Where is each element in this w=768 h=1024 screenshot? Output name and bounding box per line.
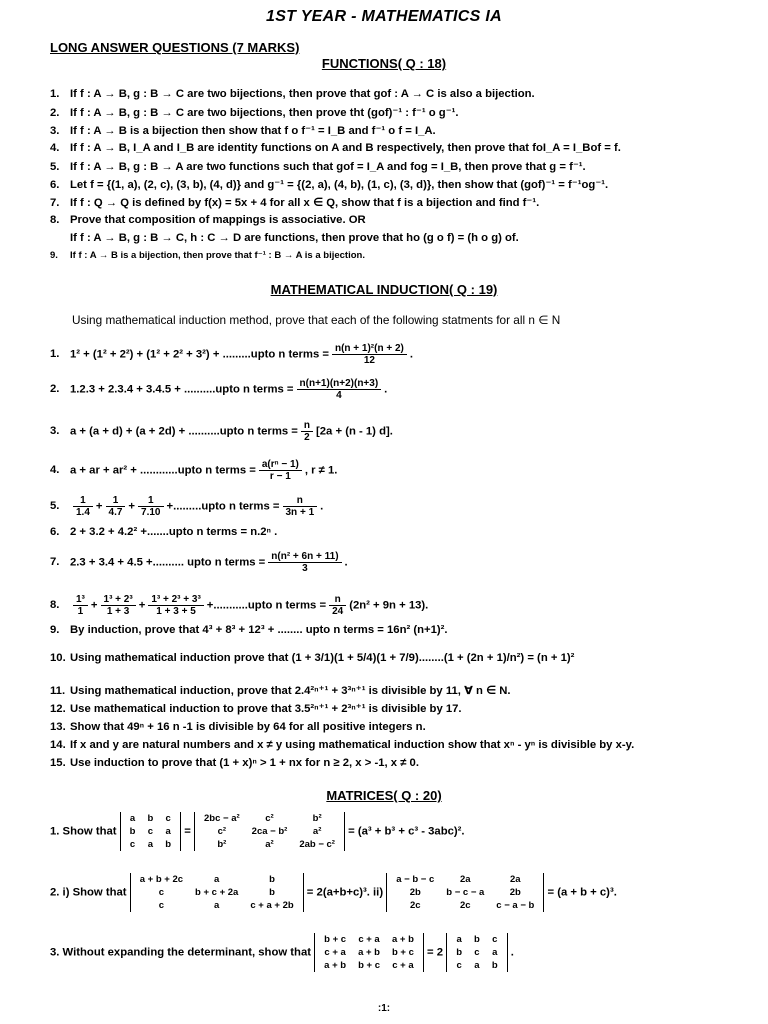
induction-item	[50, 624, 448, 636]
item-number: 3.	[50, 425, 60, 438]
result	[329, 594, 346, 617]
q2-prefix: 2. i) Show that	[50, 886, 127, 899]
term-3-den: 1 + 3 + 5	[156, 606, 196, 617]
q1-determinant-right	[194, 812, 345, 851]
determinant-cell: b	[269, 874, 275, 885]
determinant-cell: b + c	[358, 960, 380, 971]
result-den: 3	[302, 563, 308, 574]
determinant-cell: a − b − c	[396, 874, 435, 885]
determinant-cell: b	[269, 887, 275, 898]
result-num: n	[283, 495, 318, 507]
page-title: 1ST YEAR - MATHEMATICS IA	[266, 8, 502, 25]
determinant-cell: c + a	[392, 960, 414, 971]
item-text: If f : A → B, g : B → C are two bijections, then prove that gof : A → C is also a bijection.	[70, 88, 535, 100]
result-den: 2	[304, 432, 310, 443]
item-number: 9.	[50, 250, 58, 261]
induction-item	[50, 757, 419, 769]
result-den: 4	[336, 390, 342, 401]
term-1-num: 1³	[73, 594, 88, 606]
item-number: 8.	[50, 599, 60, 612]
determinant-cell: a	[214, 900, 220, 911]
item-number: 3.	[50, 125, 60, 137]
induction-item	[50, 551, 348, 574]
item-text: Use mathematical induction to prove that 3.5²ⁿ⁺¹ + 2³ⁿ⁺¹ is divisible by 17.	[70, 703, 462, 715]
functions-item	[50, 214, 366, 226]
item-number: 11.	[50, 685, 66, 697]
item-number: 2.	[50, 107, 60, 119]
item-number: 4.	[50, 464, 60, 477]
item-text: Using mathematical induction, prove that 2.4²ⁿ⁺¹ + 3³ⁿ⁺¹ is divisible by 11, ∀ n ∈ N.	[70, 685, 511, 697]
result-num: n(n+1)(n+2)(n+3)	[297, 378, 382, 390]
term-2-num: 1	[106, 495, 126, 507]
q2-rhs: = (a + b + c)³.	[547, 886, 617, 899]
determinant-cell: c + a	[324, 947, 346, 958]
item-number: 7.	[50, 556, 60, 569]
term-1-num: 1	[73, 495, 93, 507]
item-text: If f : A → B, g : B → A are two functions such that gof = I_A and fog = I_B, then prove that g = f⁻¹.	[70, 161, 586, 173]
item-middle: +...........upto n terms =	[206, 599, 327, 612]
term-2-den: 1 + 3	[106, 606, 130, 617]
item-number: 4.	[50, 142, 60, 154]
result	[268, 551, 341, 574]
result-num: n(n² + 6n + 11)	[268, 551, 341, 563]
functions-heading: FUNCTIONS( Q : 18)	[321, 56, 447, 71]
result-den: 24	[332, 606, 344, 617]
item-lhs: a + (a + d) + (a + 2d) + ..........upto n terms =	[70, 425, 298, 438]
term-2	[106, 495, 126, 518]
determinant-cell: 2ab − c²	[299, 839, 335, 850]
item-lhs: 1² + (1² + 2²) + (1² + 2² + 3²) + .........upto n terms =	[70, 348, 329, 361]
determinant-cell: c	[456, 960, 462, 971]
item-text: Prove that composition of mappings is associative. OR	[70, 214, 366, 226]
result-num: n(n + 1)²(n + 2)	[332, 343, 407, 355]
determinant-cell: 2b	[509, 887, 521, 898]
long-answer-heading: LONG ANSWER QUESTIONS (7 MARKS)	[50, 40, 300, 55]
matrix-question-2	[50, 873, 617, 912]
functions-item	[50, 106, 459, 119]
induction-item	[50, 378, 387, 401]
determinant-cell: 2bc − a²	[204, 813, 240, 824]
item-number: 14.	[50, 739, 66, 751]
result	[259, 459, 302, 482]
result	[301, 420, 313, 443]
term-2-num: 1³ + 2³	[101, 594, 136, 606]
item-text: 2 + 3.2 + 4.2² +.......upto n terms = n.2ⁿ .	[70, 526, 278, 538]
q1-prefix: 1. Show that	[50, 825, 117, 838]
item-text: If f : A → B is a bijection then show that f o f⁻¹ = I_B and f⁻¹ o f = I_A.	[70, 125, 436, 137]
item-text: If f : A → B is a bijection, then prove that f⁻¹ : B → A is a bijection.	[70, 250, 365, 261]
q1-determinant-left	[120, 812, 181, 851]
term-1-den: 1	[77, 606, 84, 617]
determinant-cell: 2ca − b²	[251, 826, 288, 837]
determinant-cell: c²	[217, 826, 227, 837]
determinant-cell: a	[492, 947, 498, 958]
determinant-cell: b	[474, 934, 480, 945]
result-den: 12	[363, 355, 375, 366]
determinant-cell: a + b	[391, 934, 414, 945]
determinant-cell: a	[165, 826, 171, 837]
induction-item	[50, 420, 393, 443]
functions-item	[50, 178, 608, 191]
induction-item	[50, 459, 337, 482]
determinant-cell: b	[147, 813, 154, 824]
determinant-cell: c	[147, 826, 154, 837]
item-tail: .	[409, 348, 414, 361]
induction-item	[50, 652, 574, 664]
functions-item	[50, 196, 539, 209]
plus: +	[95, 500, 103, 513]
item-text: Use induction to prove that (1 + x)ⁿ > 1 + nx for n ≥ 2, x > -1, x ≠ 0.	[70, 757, 419, 769]
q3-rhs: .	[510, 946, 514, 959]
item-number: 5.	[50, 500, 60, 513]
determinant-grid	[198, 812, 341, 851]
determinant-cell: c	[129, 839, 136, 850]
determinant-cell: a + b + 2c	[139, 874, 184, 885]
item-text: If f : A → B, g : B → C, h : C → D are functions, then prove that ho (g o f) = (h o g) of.	[70, 232, 519, 244]
result-den: 3n + 1	[285, 507, 315, 518]
determinant-cell: b + c	[391, 947, 414, 958]
item-text: Show that 49ⁿ + 16 n -1 is divisible by 64 for all positive integers n.	[70, 721, 426, 733]
item-number: 1.	[50, 348, 60, 361]
determinant-cell: 2c	[459, 900, 471, 911]
item-text: If f : Q → Q is defined by f(x) = 5x + 4 for all x ∈ Q, show that f is a bijection and find f⁻¹.	[70, 197, 540, 209]
determinant-cell: b	[165, 839, 172, 850]
determinant-cell: b	[491, 960, 498, 971]
determinant-grid	[390, 873, 540, 912]
determinant-cell: c	[165, 813, 171, 824]
induction-item	[50, 594, 428, 617]
induction-item	[50, 343, 413, 366]
determinant-cell: a + b	[358, 947, 380, 958]
item-lhs: 2.3 + 3.4 + 4.5 +.......... upto n terms =	[70, 556, 266, 569]
result-num: a(rⁿ − 1)	[259, 459, 302, 471]
functions-item	[50, 124, 436, 137]
item-middle: +.........upto n terms =	[166, 500, 280, 513]
determinant-cell: c	[492, 934, 498, 945]
determinant-cell: c − a − b	[496, 900, 535, 911]
determinant-cell: b − c − a	[446, 887, 485, 898]
q3-prefix: 3. Without expanding the determinant, show that	[50, 946, 311, 959]
determinant-cell: c	[474, 947, 480, 958]
determinant-grid	[124, 812, 177, 851]
item-tail: (2n² + 9n + 13).	[349, 599, 429, 612]
determinant-cell: b + c + 2a	[195, 887, 239, 898]
item-tail: .	[384, 383, 388, 396]
determinant-cell: a	[456, 934, 462, 945]
induction-item	[50, 739, 634, 751]
term-1	[73, 495, 93, 518]
functions-item	[50, 142, 621, 154]
determinant-grid	[134, 873, 300, 912]
determinant-cell: c + a + 2b	[250, 900, 294, 911]
term-3-num: 1	[138, 495, 163, 507]
item-tail: , r ≠ 1.	[304, 464, 338, 477]
item-tail: [2a + (n - 1) d].	[316, 425, 393, 438]
plus: +	[138, 599, 146, 612]
determinant-cell: a	[147, 839, 154, 850]
term-1	[73, 594, 88, 617]
determinant-cell: c	[158, 900, 165, 911]
item-number: 5.	[50, 161, 60, 173]
determinant-cell: 2a	[459, 874, 471, 885]
item-number: 8.	[50, 214, 60, 226]
result	[283, 495, 318, 518]
functions-item	[50, 88, 535, 100]
term-3-num: 1³ + 2³ + 3³	[148, 594, 203, 606]
item-number: 10.	[50, 652, 66, 664]
induction-heading: MATHEMATICAL INDUCTION( Q : 19)	[270, 282, 498, 297]
q3-determinant-left	[314, 933, 424, 972]
result	[332, 343, 407, 366]
item-text: If x and y are natural numbers and x ≠ y using mathematical induction show that xⁿ - yⁿ is divisible by x-y.	[70, 739, 635, 751]
functions-item	[50, 160, 586, 173]
item-tail: .	[344, 556, 348, 569]
determinant-cell: 2c	[409, 900, 421, 911]
determinant-cell: b²	[312, 813, 322, 824]
item-number: 15.	[50, 757, 66, 769]
q2-mid: = 2(a+b+c)³. ii)	[306, 886, 384, 899]
item-lhs: 1.2.3 + 2.3.4 + 3.4.5 + ..........upto n terms =	[70, 383, 294, 396]
determinant-cell: a²	[265, 839, 274, 850]
induction-item	[50, 495, 323, 518]
item-number: 6.	[50, 179, 60, 191]
induction-intro: Using mathematical induction method, prove that each of the following statments for all n ∈ N	[72, 313, 561, 327]
determinant-cell: a	[474, 960, 480, 971]
determinant-cell: a²	[312, 826, 322, 837]
term-2	[101, 594, 136, 617]
induction-item	[50, 702, 462, 715]
determinant-cell: a + b	[324, 960, 347, 971]
induction-item	[50, 721, 426, 733]
determinant-cell: 2b	[409, 887, 421, 898]
determinant-cell: b	[129, 826, 136, 837]
matrices-heading: MATRICES( Q : 20)	[326, 788, 442, 803]
item-text: By induction, prove that 4³ + 8³ + 12³ + ........ upto n terms = 16n² (n+1)².	[70, 624, 448, 636]
item-text: Using mathematical induction prove that (1 + 3/1)(1 + 5/4)(1 + 7/9)........(1 + (2n + 1)/n²) = (n + 1)²	[70, 652, 575, 664]
q2-determinant-right	[386, 873, 544, 912]
item-lhs: a + ar + ar² + ............upto n terms =	[70, 464, 256, 477]
induction-item	[50, 684, 511, 697]
result-den: r − 1	[269, 471, 291, 482]
item-text: If f : A → B, g : B → C are two bijections, then prove tht (gof)⁻¹ : f⁻¹ o g⁻¹.	[70, 107, 459, 119]
page-number: :1:	[377, 1003, 391, 1014]
item-number: 1.	[50, 88, 60, 100]
plus: +	[128, 500, 136, 513]
matrix-question-3	[50, 933, 514, 972]
determinant-cell: a	[129, 813, 136, 824]
term-3	[138, 495, 163, 518]
item-number: 13.	[50, 721, 66, 733]
q2-determinant-left	[130, 873, 304, 912]
item-number: 6.	[50, 526, 60, 538]
q3-mid: = 2	[427, 946, 444, 959]
determinant-cell: b	[456, 947, 463, 958]
term-1-den: 1.4	[76, 507, 90, 518]
term-3-den: 7.10	[141, 507, 161, 518]
item-number: 12.	[50, 703, 66, 715]
determinant-grid	[318, 933, 420, 972]
item-number: 7.	[50, 197, 60, 209]
result	[297, 378, 382, 401]
term-3	[148, 594, 203, 617]
item-number: 2.	[50, 383, 60, 396]
determinant-cell: b²	[217, 839, 227, 850]
plus: +	[90, 599, 98, 612]
result-num: n	[301, 420, 313, 432]
determinant-grid	[450, 933, 503, 972]
functions-item	[50, 232, 519, 244]
matrix-question-1: 1. Show that a b c b c a c a b = 2bc − a² c² b² c² 2ca − b² a² b² a² 2ab − c² = (a³ + b³ + c³ - 3abc)².	[50, 813, 465, 850]
determinant-cell: c	[158, 887, 165, 898]
item-text: If f : A → B, I_A and I_B are identity functions on A and B respectively, then prove that foI_A = I_Bof = f.	[70, 142, 621, 154]
q3-determinant-right	[446, 933, 507, 972]
functions-item	[50, 250, 365, 261]
determinant-cell: c + a	[358, 934, 380, 945]
item-text: Let f = {(1, a), (2, c), (3, b), (4, d)} and g⁻¹ = {(2, a), (4, b), (1, c), (3, d)}, then show that (gof)⁻¹ = f⁻¹og⁻¹.	[70, 179, 609, 191]
item-tail: .	[320, 500, 324, 513]
result-num: n	[329, 594, 346, 606]
determinant-cell: c²	[265, 813, 274, 824]
determinant-cell: a	[214, 874, 220, 885]
term-2-den: 4.7	[108, 507, 123, 518]
determinant-cell: b + c	[324, 934, 347, 945]
induction-item	[50, 526, 277, 538]
q1-rhs: = (a³ + b³ + c³ - 3abc)².	[348, 825, 465, 838]
item-number: 9.	[50, 624, 60, 636]
determinant-cell: 2a	[510, 874, 521, 885]
